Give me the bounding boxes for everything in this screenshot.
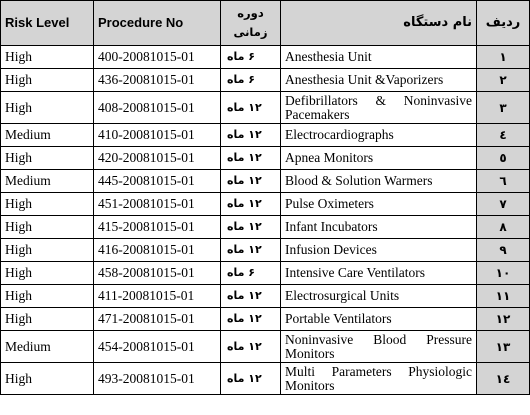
risk-level-cell: High: [1, 46, 94, 69]
table-row: [1, 262, 530, 285]
device-name-cell: Pulse Oximeters: [281, 193, 477, 216]
row-number-cell: ۱٤: [477, 363, 530, 395]
risk-level-cell: High: [1, 147, 94, 170]
table-row: [1, 46, 530, 69]
procedure-no-cell: 445-20081015-01: [94, 170, 221, 193]
procedure-no-cell: 436-20081015-01: [94, 69, 221, 92]
period-cell: ۱۲ ماه: [221, 193, 281, 216]
risk-level-cell: Medium: [1, 331, 94, 363]
header-row-no: ردیف: [477, 1, 530, 46]
procedure-no-cell: 451-20081015-01: [94, 193, 221, 216]
row-number-cell: ۱۱: [477, 285, 530, 308]
table-row: [1, 92, 530, 124]
risk-level-cell: High: [1, 69, 94, 92]
row-number-cell: ۷: [477, 193, 530, 216]
period-cell: ۱۲ ماه: [221, 308, 281, 331]
device-name-cell: Intensive Care Ventilators: [281, 262, 477, 285]
table-row: [1, 216, 530, 239]
table-row: [1, 69, 530, 92]
procedure-no-cell: 471-20081015-01: [94, 308, 221, 331]
period-cell: ۱۲ ماه: [221, 363, 281, 395]
table-row: [1, 285, 530, 308]
device-name-cell: Blood & Solution Warmers: [281, 170, 477, 193]
header-device-name: نام دستگاه: [281, 1, 477, 46]
risk-level-cell: High: [1, 285, 94, 308]
table-row: [1, 239, 530, 262]
procedure-no-cell: 416-20081015-01: [94, 239, 221, 262]
risk-level-cell: High: [1, 216, 94, 239]
period-cell: ۱۲ ماه: [221, 216, 281, 239]
procedure-no-cell: 493-20081015-01: [94, 363, 221, 395]
risk-level-cell: High: [1, 363, 94, 395]
row-number-cell: ۹: [477, 239, 530, 262]
row-number-cell: ٥: [477, 147, 530, 170]
risk-level-cell: High: [1, 92, 94, 124]
risk-level-cell: Medium: [1, 124, 94, 147]
risk-level-cell: High: [1, 193, 94, 216]
period-cell: ۶ ماه: [221, 69, 281, 92]
header-risk-level: Risk Level: [1, 1, 94, 46]
device-name-cell: Electrocardiographs: [281, 124, 477, 147]
procedure-no-cell: 458-20081015-01: [94, 262, 221, 285]
table-row: [1, 193, 530, 216]
header-period-line2: زمانی: [233, 25, 268, 39]
row-number-cell: ۱: [477, 46, 530, 69]
period-cell: ۱۲ ماه: [221, 285, 281, 308]
row-number-cell: ۸: [477, 216, 530, 239]
table-row: [1, 363, 530, 395]
period-cell: ۱۲ ماه: [221, 239, 281, 262]
period-cell: ۱۲ ماه: [221, 147, 281, 170]
period-cell: ۱۲ ماه: [221, 124, 281, 147]
row-number-cell: ٦: [477, 170, 530, 193]
table-row: [1, 124, 530, 147]
procedure-no-cell: 420-20081015-01: [94, 147, 221, 170]
row-number-cell: ۱۰: [477, 262, 530, 285]
row-number-cell: ۳: [477, 92, 530, 124]
row-number-cell: ۱۲: [477, 308, 530, 331]
procedure-no-cell: 410-20081015-01: [94, 124, 221, 147]
risk-level-cell: High: [1, 308, 94, 331]
row-number-cell: ۲: [477, 69, 530, 92]
risk-level-cell: High: [1, 239, 94, 262]
procedure-no-cell: 408-20081015-01: [94, 92, 221, 124]
table-row: [1, 308, 530, 331]
period-cell: ۱۲ ماه: [221, 92, 281, 124]
risk-level-cell: Medium: [1, 170, 94, 193]
device-name-cell: Noninvasive Blood Pressure Monitors: [281, 331, 477, 363]
device-name-cell: Portable Ventilators: [281, 308, 477, 331]
device-name-cell: Anesthesia Unit: [281, 46, 477, 69]
risk-level-cell: High: [1, 262, 94, 285]
row-number-cell: ٤: [477, 124, 530, 147]
device-name-cell: Multi Parameters Physiologic Monitors: [281, 363, 477, 395]
device-name-cell: Electrosurgical Units: [281, 285, 477, 308]
procedure-no-cell: 415-20081015-01: [94, 216, 221, 239]
device-name-cell: Defibrillators & Noninvasive Pacemakers: [281, 92, 477, 124]
procedure-no-cell: 454-20081015-01: [94, 331, 221, 363]
device-name-cell: Anesthesia Unit &Vaporizers: [281, 69, 477, 92]
device-name-cell: Infant Incubators: [281, 216, 477, 239]
header-period: [221, 1, 281, 46]
table-row: [1, 170, 530, 193]
table-row: [1, 147, 530, 170]
period-cell: ۶ ماه: [221, 262, 281, 285]
row-number-cell: ۱۳: [477, 331, 530, 363]
procedure-no-cell: 411-20081015-01: [94, 285, 221, 308]
device-name-cell: Infusion Devices: [281, 239, 477, 262]
period-cell: ۱۲ ماه: [221, 170, 281, 193]
procedure-no-cell: 400-20081015-01: [94, 46, 221, 69]
table-row: [1, 331, 530, 363]
device-name-cell: Apnea Monitors: [281, 147, 477, 170]
period-cell: ۱۲ ماه: [221, 331, 281, 363]
header-procedure-no: Procedure No: [94, 1, 221, 46]
header-period-line1: دوره: [237, 6, 264, 20]
header-row: [1, 1, 530, 46]
period-cell: ۶ ماه: [221, 46, 281, 69]
